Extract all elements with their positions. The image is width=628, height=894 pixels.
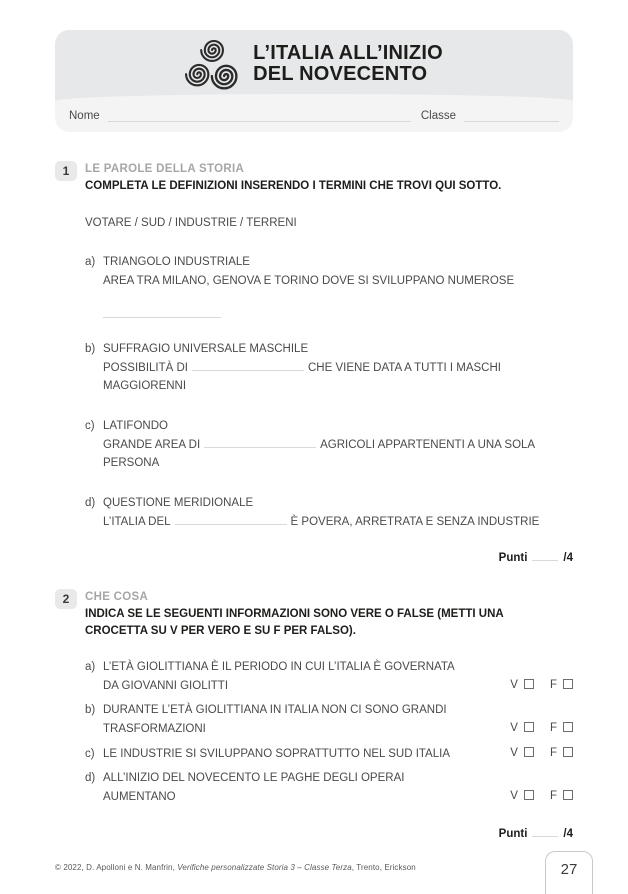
page-title <box>253 43 443 86</box>
triple-spiral-logo-icon <box>185 38 241 90</box>
page-number: 27 <box>560 861 578 878</box>
exercise-1-number-badge: 1 <box>55 161 77 181</box>
item-letter: d) <box>85 497 96 509</box>
points-blank[interactable] <box>532 827 558 837</box>
page-title-line1: L’ITALIA ALL’INIZIO <box>253 41 443 64</box>
v-checkbox[interactable] <box>524 679 534 689</box>
fill-in-blank[interactable] <box>204 438 316 448</box>
exercise-2 <box>55 589 573 840</box>
copyright-prefix: © 2022, D. Apolloni e N. Manfrin, <box>55 863 178 872</box>
points-total: /4 <box>563 828 573 840</box>
true-label: V <box>510 722 518 734</box>
definition-item-c <box>85 417 573 472</box>
copyright-book-title: Verifiche personalizzate Storia 3 – Classe Terza <box>177 863 352 872</box>
copyright-line <box>55 863 416 872</box>
definition-item-b <box>85 340 573 395</box>
true-false-item-a <box>85 658 573 696</box>
statement-line1: LE INDUSTRIE SI SVILUPPANO SOPRATTUTTO NEL SUD ITALIA <box>103 748 450 760</box>
fill-in-blank[interactable] <box>192 361 304 371</box>
true-false-item-c <box>85 744 573 764</box>
class-label: Classe <box>420 110 456 122</box>
name-label: Nome <box>69 110 100 122</box>
definition-before: POSSIBILITÀ DI <box>103 362 188 374</box>
f-checkbox[interactable] <box>563 679 573 689</box>
page-title-line2: DEL NOVECENTO <box>253 63 428 85</box>
v-checkbox[interactable] <box>524 790 534 800</box>
v-checkbox[interactable] <box>524 747 534 757</box>
false-label: F <box>549 722 557 734</box>
exercise-2-number-badge: 2 <box>55 589 77 609</box>
item-letter: d) <box>85 772 96 784</box>
header-card <box>55 30 573 132</box>
word-bank: VOTARE / SUD / INDUSTRIE / TERRENI <box>85 217 297 229</box>
name-class-bar <box>55 94 573 132</box>
definition-after: AGRICOLI APPARTENENTI A UNA SOLA PERSONA <box>103 439 535 469</box>
statement-line1: ALL’INIZIO DEL NOVECENTO LE PAGHE DEGLI OPERAI <box>103 772 405 784</box>
false-label: F <box>549 790 557 802</box>
statement-line1: L’ETÀ GIOLITTIANA È IL PERIODO IN CUI L’ITALIA È GOVERNATA <box>103 661 455 673</box>
f-checkbox[interactable] <box>563 747 573 757</box>
definition-before: L’ITALIA DEL <box>103 516 171 528</box>
false-label: F <box>549 679 557 691</box>
points-blank[interactable] <box>532 551 558 561</box>
f-checkbox[interactable] <box>563 722 573 732</box>
true-label: V <box>510 790 518 802</box>
true-false-marks <box>510 744 573 764</box>
term: LATIFONDO <box>103 420 168 432</box>
true-false-marks <box>510 676 573 696</box>
page-number-box <box>545 851 593 894</box>
term: TRIANGOLO INDUSTRIALE <box>103 256 250 268</box>
true-false-item-b <box>85 701 573 739</box>
definition-item-a <box>85 253 573 318</box>
copyright-suffix: , Trento, Erickson <box>351 863 416 872</box>
definition-after: CHE VIENE DATA A TUTTI I MASCHI MAGGIORENNI <box>103 362 501 392</box>
fill-in-blank[interactable] <box>103 310 221 318</box>
statement-line1: DURANTE L’ETÀ GIOLITTIANA IN ITALIA NON CI SONO GRANDI <box>103 704 447 716</box>
exercise-1-category: LE PAROLE DELLA STORIA <box>85 163 245 175</box>
points-label: Punti <box>498 828 528 840</box>
true-false-marks <box>510 787 573 807</box>
definition-after: È POVERA, ARRETRATA E SENZA INDUSTRIE <box>290 516 540 528</box>
term: QUESTIONE MERIDIONALE <box>103 497 254 509</box>
points-label: Punti <box>498 552 528 564</box>
definition-item-d <box>85 494 573 531</box>
statement-line2: DA GIOVANNI GIOLITTI <box>103 680 229 692</box>
definition-text: AREA TRA MILANO, GENOVA E TORINO DOVE SI SVILUPPANO NUMEROSE <box>103 275 515 287</box>
exercise-2-category: CHE COSA <box>85 591 149 603</box>
statement-line2: TRASFORMAZIONI <box>103 723 206 735</box>
points-total: /4 <box>563 552 573 564</box>
item-letter: a) <box>85 661 96 673</box>
fill-in-blank[interactable] <box>175 515 287 525</box>
true-false-list <box>85 658 573 807</box>
true-false-marks <box>510 719 573 739</box>
exercise-2-points-row <box>85 827 573 840</box>
v-checkbox[interactable] <box>524 722 534 732</box>
statement-line2: AUMENTANO <box>103 791 176 803</box>
exercise-1-points-row <box>85 551 573 564</box>
item-letter: c) <box>85 748 95 760</box>
definition-text <box>103 513 543 531</box>
item-letter: a) <box>85 256 96 268</box>
false-label: F <box>549 747 557 759</box>
header-title-band <box>55 30 573 104</box>
definition-text <box>103 359 543 395</box>
class-input-line[interactable] <box>464 111 559 122</box>
item-letter: b) <box>85 343 96 355</box>
name-input-line[interactable] <box>108 111 411 122</box>
f-checkbox[interactable] <box>563 790 573 800</box>
item-letter: b) <box>85 704 96 716</box>
true-false-item-d <box>85 769 573 807</box>
exercise-1-instruction: COMPLETA LE DEFINIZIONI INSERENDO I TERMINI CHE TROVI QUI SOTTO. <box>85 180 502 192</box>
exercise-1 <box>55 161 573 564</box>
item-letter: c) <box>85 420 95 432</box>
true-label: V <box>510 747 518 759</box>
exercise-2-instruction: INDICA SE LE SEGUENTI INFORMAZIONI SONO VERE O FALSE (METTI UNA CROCETTA SU V PER VERO E SU F PER FALSO). <box>85 608 504 637</box>
definition-text <box>103 436 543 472</box>
definition-before: GRANDE AREA DI <box>103 439 201 451</box>
term: SUFFRAGIO UNIVERSALE MASCHILE <box>103 343 309 355</box>
true-label: V <box>510 679 518 691</box>
